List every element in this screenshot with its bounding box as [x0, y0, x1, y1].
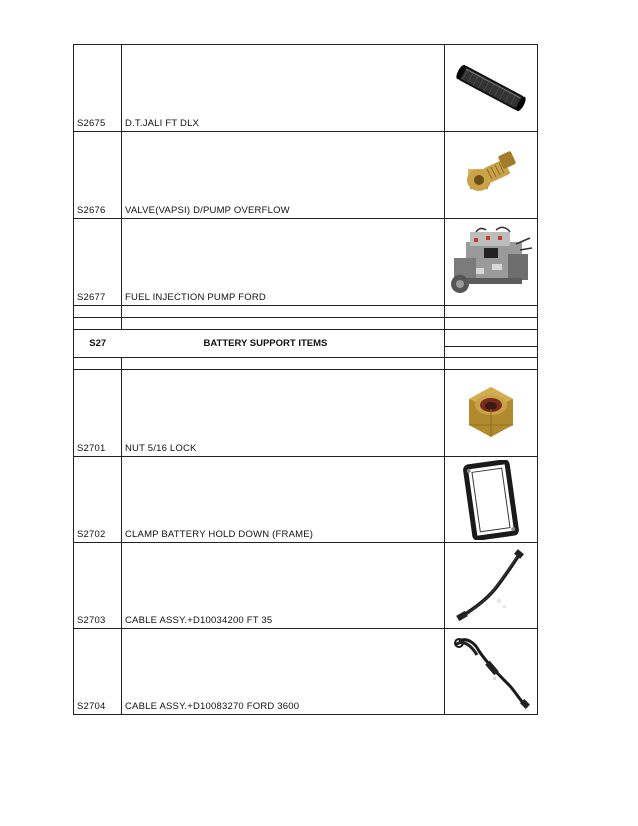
table-row: [74, 219, 538, 306]
section-code: S27: [74, 330, 122, 358]
part-code: S2675: [74, 45, 122, 132]
battery-frame-image: [445, 457, 538, 543]
cable-image: [445, 543, 538, 629]
table-row: [74, 543, 538, 629]
part-description: D.T.JALI FT DLX: [122, 45, 445, 132]
part-description: CLAMP BATTERY HOLD DOWN (FRAME): [122, 457, 445, 543]
part-code: S2677: [74, 219, 122, 306]
section-divider: [445, 346, 537, 347]
parts-table: [73, 44, 538, 715]
part-description: CABLE ASSY.+D10083270 FORD 3600: [122, 629, 445, 715]
part-code: S2703: [74, 543, 122, 629]
part-code: S2704: [74, 629, 122, 715]
cable-image: [445, 629, 538, 715]
part-description: CABLE ASSY.+D10034200 FT 35: [122, 543, 445, 629]
section-header-row: [74, 330, 538, 358]
filter-mesh-image: [445, 45, 538, 132]
table-row: [74, 132, 538, 219]
injection-pump-image: [445, 219, 538, 306]
banjo-valve-image: [445, 132, 538, 219]
table-row: [74, 457, 538, 543]
part-code: S2676: [74, 132, 122, 219]
part-description: VALVE(VAPSI) D/PUMP OVERFLOW: [122, 132, 445, 219]
part-description: NUT 5/16 LOCK: [122, 370, 445, 457]
section-image-cell: [445, 330, 538, 358]
lock-nut-image: [445, 370, 538, 457]
spacer-row: [74, 358, 538, 370]
part-code: S2701: [74, 370, 122, 457]
part-code: S2702: [74, 457, 122, 543]
spacer-row: [74, 306, 538, 318]
spacer-row: [74, 318, 538, 330]
table-row: [74, 45, 538, 132]
section-title: BATTERY SUPPORT ITEMS: [122, 330, 445, 358]
part-description: FUEL INJECTION PUMP FORD: [122, 219, 445, 306]
table-row: [74, 629, 538, 715]
table-row: [74, 370, 538, 457]
